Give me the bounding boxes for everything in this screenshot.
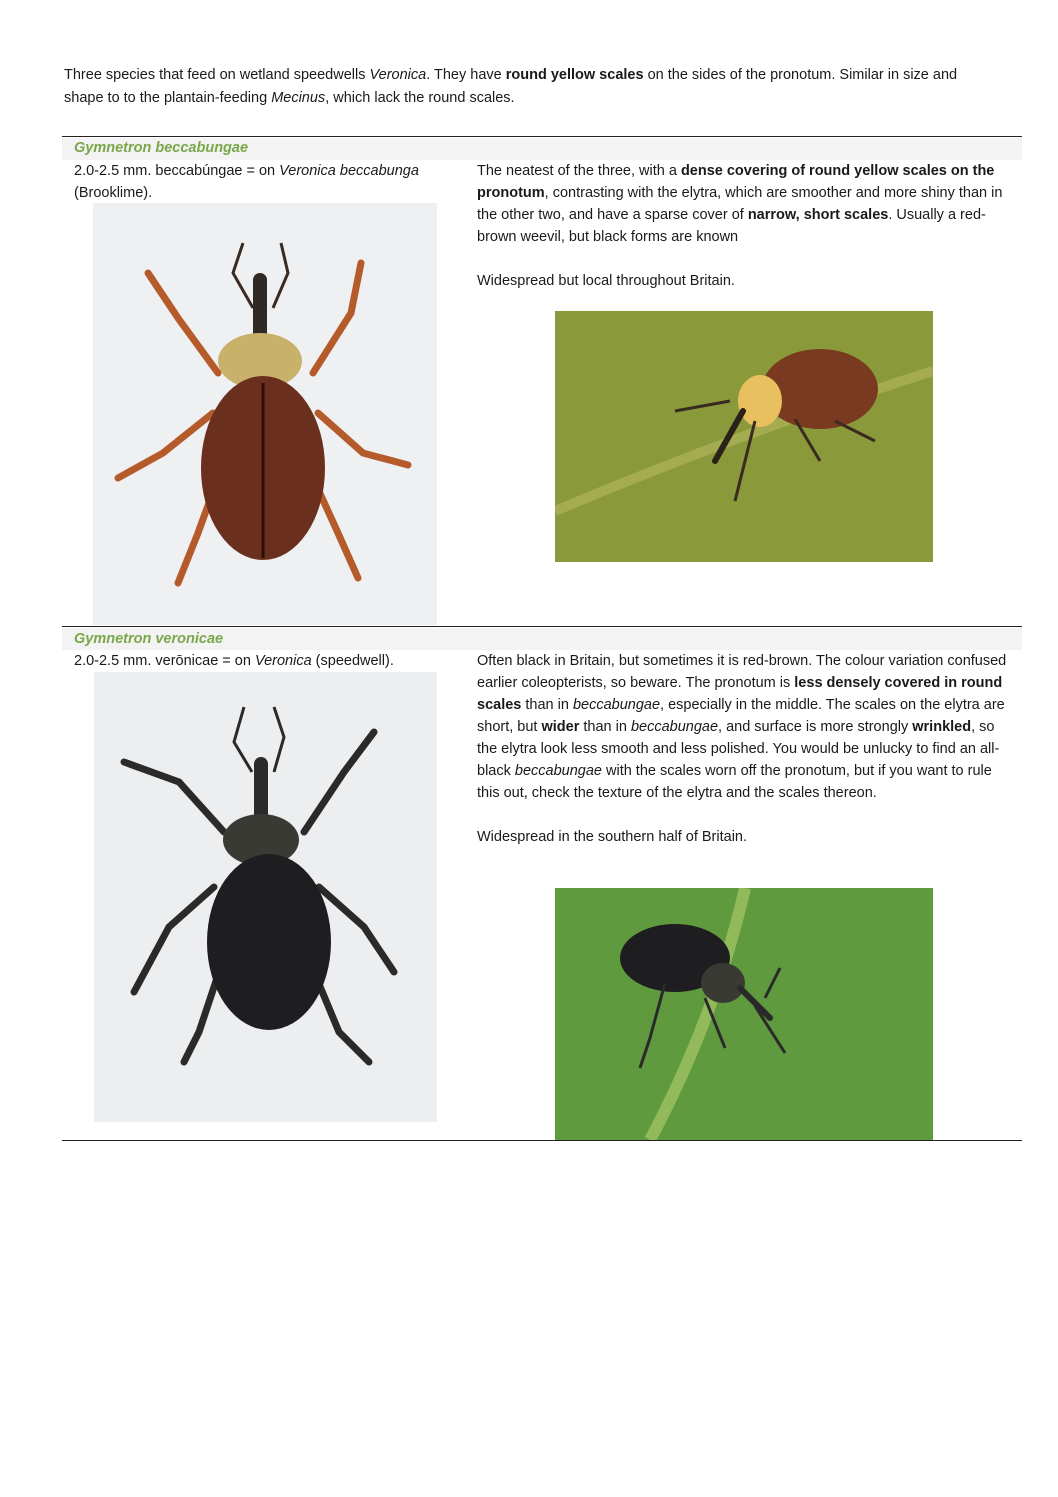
photo-dorsal-veronicae — [94, 672, 437, 1122]
distribution: Widespread but local throughout Britain. — [477, 273, 735, 289]
section-divider — [62, 1140, 1022, 1141]
species-size-etymology: 2.0-2.5 mm. beccabúngae = on Veronica beccabunga (Brooklime). — [74, 163, 419, 201]
species-description: The neatest of the three, with a dense covering of round yellow scales on the pronotum, contrasting with the elytra, which are smoother and more shiny than in the other two, and have a sparse cover of narrow, short scales. Usually a red-brown weevil, but black forms are known Widespread but local throughout Britain. — [477, 160, 1017, 314]
species-description: Often black in Britain, but sometimes it is red-brown. The colour variation confused earlier coleopterists, so beware. The pronotum is less densely covered in round scales than in beccabungae, especially in the middle. The scales on the elytra are short, but wider than in beccabungae, and surface is more strongly wrinkled, so the elytra look less smooth and less polished. You would be unlucky to find an all-black beccabungae with the scales worn off the pronotum, but if you want to rule this out, check the texture of the elytra and the scales thereon. Widespread in the southern half of Britain. — [477, 650, 1017, 870]
photo-side-veronicae — [555, 888, 933, 1140]
intro-paragraph: Three species that feed on wetland speedwells Veronica. They have round yellow scales on the sides of the pronotum. Similar in size and shape to to the plantain-feeding Mecinus, which lack the round scales. — [64, 67, 958, 106]
photo-side-beccabungae — [555, 311, 933, 562]
distribution: Widespread in the southern half of Britain. — [477, 829, 748, 845]
photo-dorsal-beccabungae — [93, 203, 437, 625]
species-name: Gymnetron veronicae — [74, 631, 224, 647]
species-size-etymology: 2.0-2.5 mm. verōnicae = on Veronica (speedwell). — [74, 653, 394, 669]
species-name: Gymnetron beccabungae — [74, 140, 249, 156]
section-divider — [62, 136, 1022, 137]
section-divider — [62, 626, 1022, 627]
